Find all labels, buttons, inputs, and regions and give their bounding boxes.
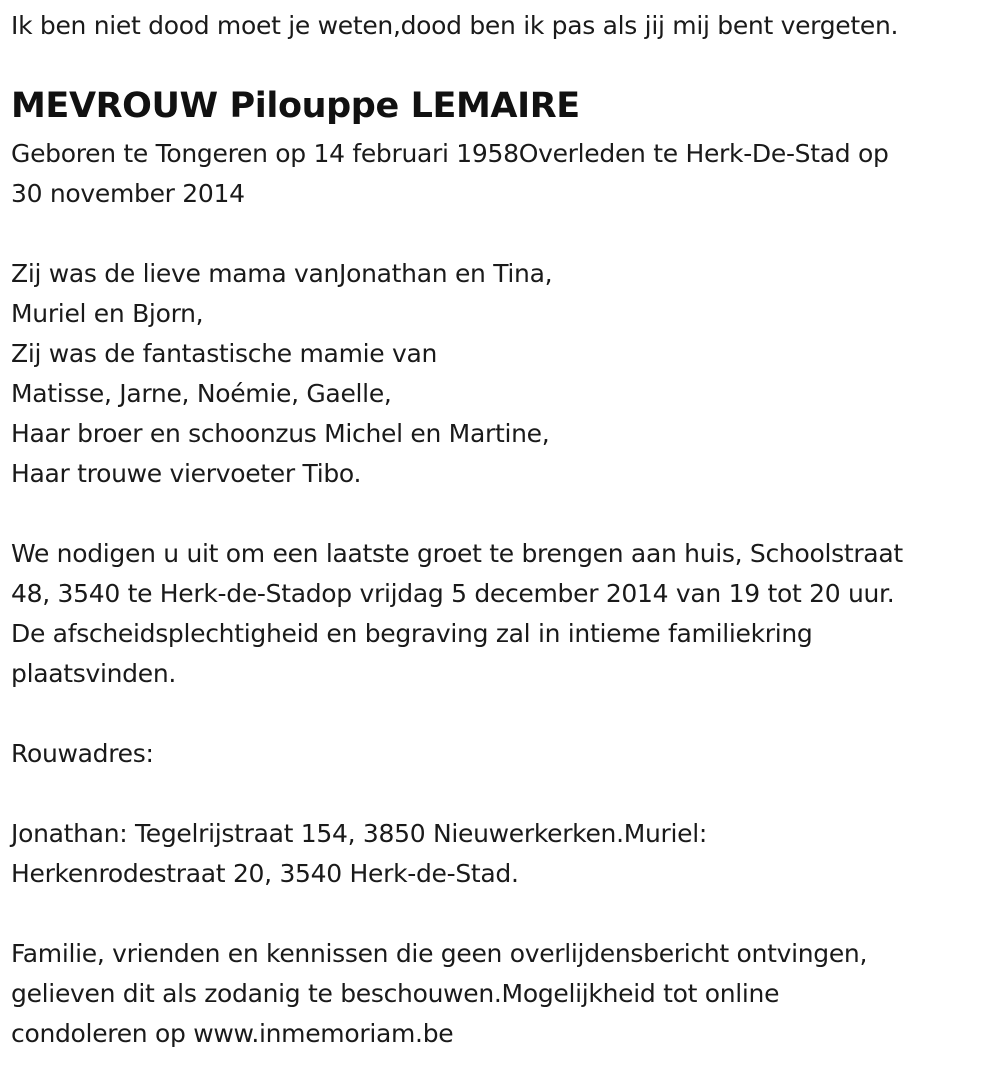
- address-line: Herkenrodestraat 20, 3540 Herk-de-Stad.: [11, 859, 519, 888]
- birth-death-paragraph: [11, 134, 889, 214]
- invitation-line: 48, 3540 te Herk-de-Stadop vrijdag 5 december 2014 van 19 tot 20 uur.: [11, 579, 895, 608]
- family-line: Haar trouwe viervoeter Tibo.: [11, 459, 362, 488]
- invitation-line: plaatsvinden.: [11, 659, 177, 688]
- family-line: Zij was de lieve mama vanJonathan en Tina,: [11, 259, 553, 288]
- family-line: Zij was de fantastische mamie van: [11, 339, 438, 368]
- motto-text: Ik ben niet dood moet je weten,dood ben ik pas als jij mij bent vergeten.: [11, 11, 899, 40]
- family-line: Matisse, Jarne, Noémie, Gaelle,: [11, 379, 392, 408]
- address-paragraph: [11, 814, 707, 894]
- family-line: Muriel en Bjorn,: [11, 299, 204, 328]
- closing-line: gelieven dit als zodanig te beschouwen.Mogelijkheid tot online: [11, 979, 780, 1008]
- invitation-line: We nodigen u uit om een laatste groet te brengen aan huis, Schoolstraat: [11, 539, 903, 568]
- closing-line: Familie, vrienden en kennissen die geen overlijdensbericht ontvingen,: [11, 939, 868, 968]
- closing-paragraph: [11, 934, 867, 1054]
- address-line: Jonathan: Tegelrijstraat 154, 3850 Nieuwerkerken.Muriel:: [11, 819, 708, 848]
- birth-line: Geboren te Tongeren op 14 februari 1958Overleden te Herk-De-Stad op: [11, 139, 889, 168]
- invitation-line: De afscheidsplechtigheid en begraving zal in intieme familiekring: [11, 619, 813, 648]
- family-line: Haar broer en schoonzus Michel en Martine,: [11, 419, 550, 448]
- closing-line: condoleren op www.inmemoriam.be: [11, 1019, 454, 1048]
- deceased-name-heading: MEVROUW Pilouppe LEMAIRE: [11, 86, 580, 126]
- family-paragraph: [11, 254, 552, 494]
- invitation-paragraph: [11, 534, 903, 694]
- death-date-line: 30 november 2014: [11, 179, 245, 208]
- rouwadres-label: Rouwadres:: [11, 739, 154, 768]
- rouwadres-section: [11, 734, 154, 774]
